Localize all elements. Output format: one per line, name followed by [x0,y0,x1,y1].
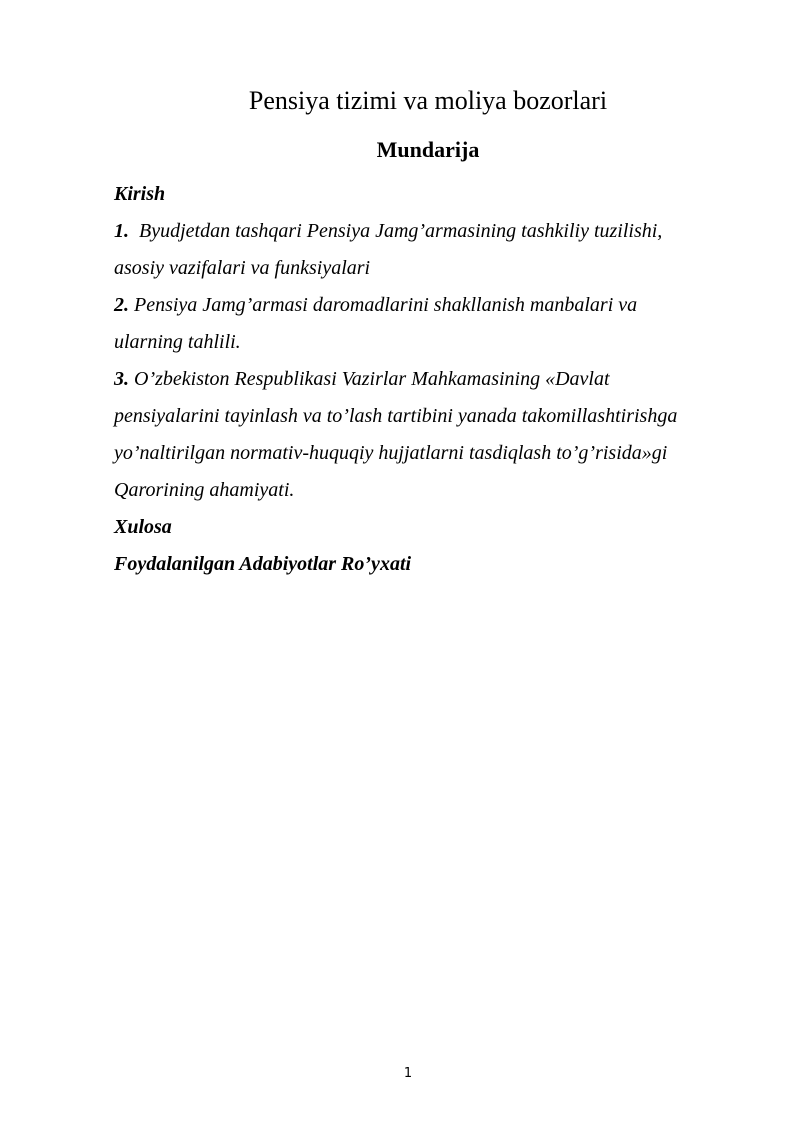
toc-item-2-number: 2. [114,294,129,316]
toc-item-3-line-2: pensiyalarini tayinlash va to’lash tartibini yanada takomillashtirishga [114,405,678,427]
toc-conclusion: Xulosa [114,516,172,538]
toc-references: Foydalanilgan Adabiyotlar Ro’yxati [114,553,412,575]
toc-item-1-line-1 [114,213,714,250]
toc-item-3-line-4: Qarorining ahamiyati. [114,479,295,501]
toc-item-1-number: 1. [114,220,129,242]
toc-intro: Kirish [114,183,166,205]
toc-item-1-line-2: asosiy vazifalari va funksiyalari [114,257,371,279]
toc-heading: Mundarija [376,137,480,162]
toc-item-2-text: Pensiya Jamg’armasi daromadlarini shakllanish manbalari va [134,294,638,316]
toc-item-3-line-1 [114,361,714,398]
page-number: 1 [403,1066,413,1081]
document-title: Pensiya tizimi va moliya bozorlari [248,86,608,115]
toc-item-1-text: Byudjetdan tashqari Pensiya Jamg’armasining tashkiliy tuzilishi, [139,220,663,242]
toc-item-3-text: O’zbekiston Respublikasi Vazirlar Mahkamasining «Davlat [134,368,610,390]
table-of-contents [114,176,714,583]
toc-item-3-number: 3. [114,368,129,390]
toc-item-2-line-2: ularning tahlili. [114,331,241,353]
toc-item-3-line-3: yo’naltirilgan normativ-huquqiy hujjatlarni tasdiqlash to’g’risida»gi [114,442,668,464]
toc-item-2-line-1 [114,287,714,324]
